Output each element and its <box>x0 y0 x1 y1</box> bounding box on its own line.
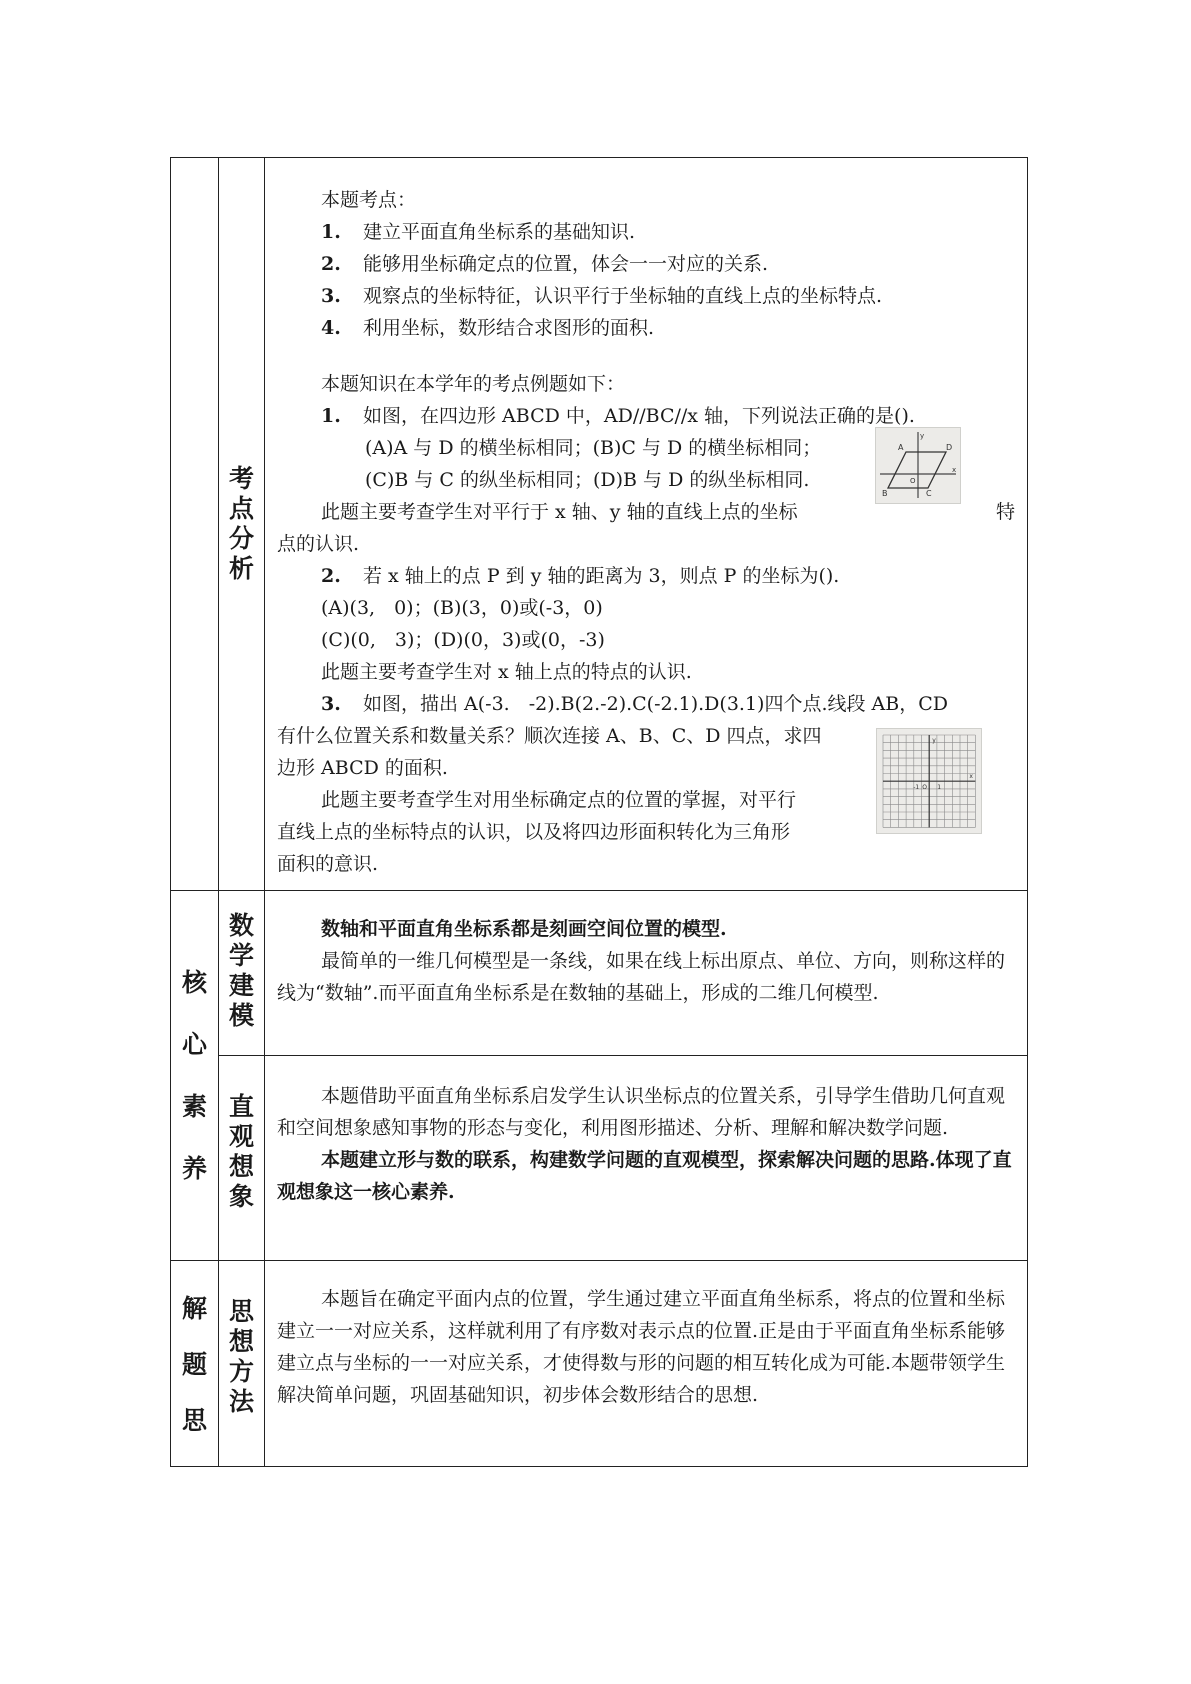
grid-label: -1 <box>913 784 920 792</box>
math-modeling-label: 数 学 建 模 <box>228 911 254 1030</box>
label-cell-math-modeling <box>219 891 265 1056</box>
intuitive-imagination-text: 本题借助平面直角坐标系启发学生认识坐标点的位置关系，引导学生借助几何直观和空间想象感知事物的形态与变化，利用图形描述、分析、理解和解决数学问题. <box>277 1085 1006 1139</box>
svg-text:C: C <box>926 489 932 498</box>
math-modeling-text: 最简单的一维几何模型是一条线，如果在线上标出原点、单位、方向，则称这样的线为“数轴”.而平面直角坐标系是在数轴的基础上，形成的二维几何模型. <box>277 950 1006 1004</box>
point-3: 3. 观察点的坐标特征，认识平行于坐标轴的直线上点的坐标特点. <box>321 285 883 307</box>
solving-thinking-label: 解 题 思 <box>181 1294 207 1435</box>
example-3-analysis: 此题主要考查学生对用坐标确定点的位置的掌握，对平行 <box>321 789 797 811</box>
intro-title: 本题考点： <box>321 189 417 211</box>
example-1-question: 1. 如图，在四边形 ABCD 中，AD//BC//x 轴，下列说法正确的是(). <box>321 405 915 427</box>
label-cell-exam-analysis <box>219 158 265 891</box>
label-cell-core-literacy <box>171 891 219 1261</box>
svg-text:O: O <box>910 477 916 485</box>
example-1-analysis-line2: 点的认识. <box>277 533 360 555</box>
example-1-options-a: (A)A 与 D 的横坐标相同；(B)C 与 D 的横坐标相同； <box>365 437 822 459</box>
examples-title: 本题知识在本学年的考点例题如下： <box>321 373 626 395</box>
point-1: 1. 建立平面直角坐标系的基础知识. <box>321 221 636 243</box>
exam-analysis-content <box>265 158 1028 891</box>
math-modeling-content <box>265 891 1028 1056</box>
svg-text:D: D <box>946 443 953 452</box>
example-3-question: 3. 如图，描出 A(-3. -2).B(2.-2).C(-2.1).D(3.1)四个点.线段 AB，CD <box>321 693 948 715</box>
core-literacy-label: 核 心 素 养 <box>181 967 207 1183</box>
point-2: 2. 能够用坐标确定点的位置，体会一一对应的关系. <box>321 253 769 275</box>
intuitive-imagination-bold-text: 本题建立形与数的联系，构建数学问题的直观模型，探索解决问题的思路.体现了直观想象这一核心素养. <box>277 1149 1012 1203</box>
row-math-modeling <box>171 891 1028 1056</box>
example-2-options-a: (A)(3, 0)；(B)(3，0)或(-3，0) <box>321 597 603 619</box>
example-3-analysis-line2: 直线上点的坐标特点的认识，以及将四边形面积转化为三角形 <box>277 821 791 843</box>
svg-text:y: y <box>920 432 925 440</box>
example-2-analysis: 此题主要考查学生对 x 轴上点的特点的认识. <box>321 661 692 683</box>
row-thinking-method <box>171 1261 1028 1467</box>
blank-category-cell <box>171 158 219 891</box>
example-1-options-b: (C)B 与 C 的纵坐标相同；(D)B 与 D 的纵坐标相同. <box>365 469 810 491</box>
svg-text:x: x <box>952 466 957 474</box>
grid-label: y <box>932 737 936 744</box>
figure-coordinate-grid <box>876 728 982 834</box>
thinking-method-content <box>265 1261 1028 1467</box>
example-2-question: 2. 若 x 轴上的点 P 到 y 轴的距离为 3，则点 P 的坐标为(). <box>321 565 840 587</box>
example-1-analysis: 此题主要考查学生对平行于 x 轴、y 轴的直线上点的坐标 特 <box>277 496 1015 528</box>
intuitive-imagination-content <box>265 1056 1028 1261</box>
analysis-table <box>170 157 1028 1467</box>
intuitive-imagination-label: 直 观 想 象 <box>228 1092 254 1211</box>
label-cell-solving-thinking <box>171 1261 219 1467</box>
label-cell-thinking-method <box>219 1261 265 1467</box>
point-4: 4. 利用坐标，数形结合求图形的面积. <box>321 317 655 339</box>
exam-analysis-label: 考 点 分 析 <box>228 464 254 583</box>
example-3-question-line2: 有什么位置关系和数量关系？顺次连接 A、B、C、D 四点，求四 <box>277 725 822 747</box>
svg-text:A: A <box>898 443 904 452</box>
svg-text:B: B <box>882 489 888 498</box>
analysis-tail: 特 <box>995 501 1015 523</box>
example-3-question-line3: 边形 ABCD 的面积. <box>277 757 448 779</box>
row-exam-analysis <box>171 158 1028 891</box>
math-modeling-bold-line: 数轴和平面直角坐标系都是刻画空间位置的模型. <box>321 918 727 940</box>
row-intuitive-imagination <box>171 1056 1028 1261</box>
example-3-analysis-line3: 面积的意识. <box>277 853 379 875</box>
grid-label: O <box>922 784 927 792</box>
thinking-method-text: 本题旨在确定平面内点的位置，学生通过建立平面直角坐标系，将点的位置和坐标建立一一对应关系，这样就利用了有序数对表示点的位置.正是由于平面直角坐标系能够建立点与坐标的一一对应关系，才使得数与形的问题的相互转化成为可能.本题带领学生解决简单问题，巩固基础知识，初步体会数形结合的思想. <box>277 1288 1006 1406</box>
figure-parallelogram <box>875 427 961 504</box>
grid-label: 1 <box>937 784 942 792</box>
thinking-method-label: 思 想 方 法 <box>228 1297 254 1416</box>
grid-label: x <box>969 773 973 781</box>
example-2-options-b: (C)(0, 3)；(D)(0，3)或(0，-3) <box>321 629 605 651</box>
label-cell-intuitive-imagination <box>219 1056 265 1261</box>
